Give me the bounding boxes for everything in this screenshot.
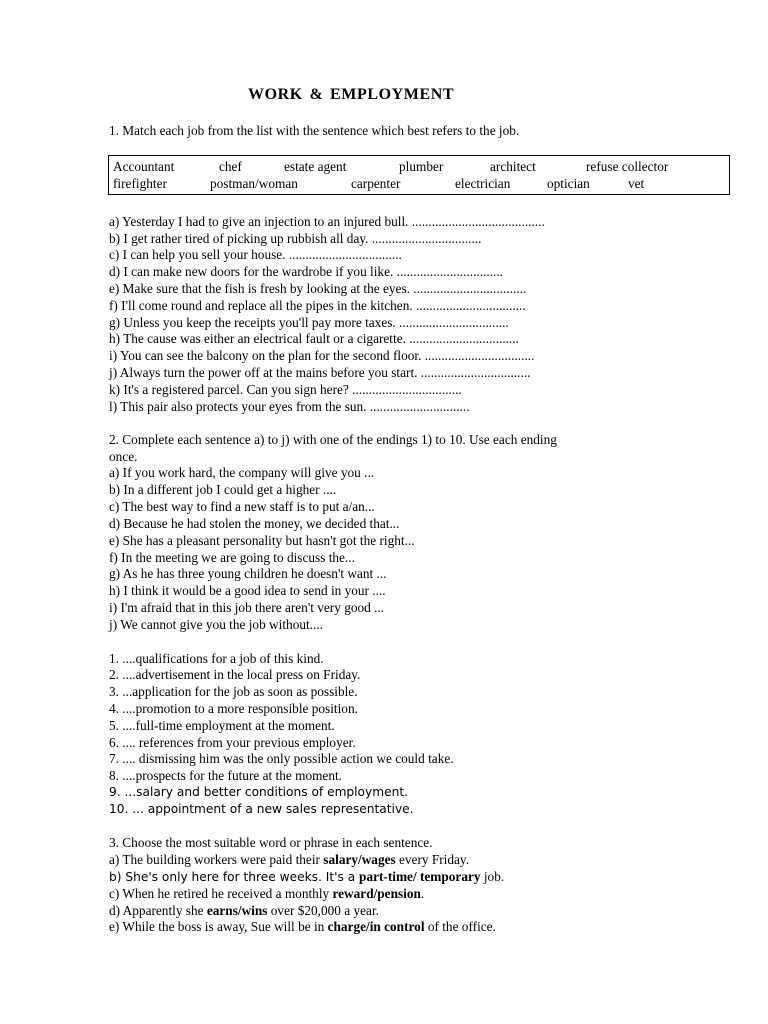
job-word: electrician (455, 176, 511, 191)
section1-instruction: 1. Match each job from the list with the sentence which best refers to the job. (109, 123, 520, 138)
choice-options: earns/wins (206, 903, 268, 918)
sentence-start: h) I think it would be a good idea to send in your .... (109, 583, 386, 598)
match-sentence: g) Unless you keep the receipts you'll pay more taxes. ................................. (109, 315, 509, 330)
choice-text: a) The building workers were paid their (109, 852, 324, 867)
choice-options: reward/pension (332, 886, 421, 901)
sentence-ending: 9. ...salary and better conditions of employment. (109, 785, 408, 799)
choice-text: b) She's only here for three weeks. It's a (109, 870, 360, 884)
match-sentence: j) Always turn the power off at the mains before you start. ................................. (109, 365, 531, 380)
choice-options: salary/wages (323, 852, 396, 867)
sentence-start: e) She has a pleasant personality but hasn't got the right... (109, 533, 415, 548)
choice-text: over $20,000 a year. (267, 903, 379, 918)
sentence-ending: 8. ....prospects for the future at the moment. (109, 768, 343, 783)
section2-instruction-cont: once. (109, 449, 138, 464)
job-list-box (108, 155, 730, 195)
job-word: plumber (399, 159, 444, 174)
job-word: Accountant (113, 159, 175, 174)
match-sentence: d) I can make new doors for the wardrobe if you like. ................................ (109, 264, 504, 279)
sentence-ending: 10. ... appointment of a new sales representative. (109, 802, 414, 816)
choice-sentence (109, 918, 496, 935)
choice-text: d) Apparently she (109, 903, 207, 918)
sentence-ending: 4. ....promotion to a more responsible position. (109, 701, 358, 716)
choice-options: charge/in control (327, 919, 425, 934)
sentence-ending: 6. .... references from your previous employer. (109, 735, 356, 750)
sentence-ending: 7. .... dismissing him was the only possible action we could take. (109, 751, 454, 766)
job-word: carpenter (351, 176, 401, 191)
job-word: vet (628, 176, 645, 191)
match-sentence: l) This pair also protects your eyes from the sun. .............................. (109, 399, 470, 414)
choice-text: every Friday. (395, 852, 470, 867)
choice-text: job. (480, 869, 505, 884)
match-sentence: i) You can see the balcony on the plan for the second floor. ................................. (109, 348, 535, 363)
sentence-start: g) As he has three young children he doesn't want ... (109, 566, 387, 581)
job-word: chef (219, 159, 242, 174)
sentence-ending: 3. ...application for the job as soon as possible. (109, 684, 358, 699)
section2-instruction: 2. Complete each sentence a) to j) with one of the endings 1) to 10. Use each ending (109, 432, 557, 447)
section3-instruction: 3. Choose the most suitable word or phrase in each sentence. (109, 835, 433, 850)
page-title: WORK & EMPLOYMENT (248, 86, 455, 103)
job-word: architect (490, 159, 536, 174)
match-sentence: c) I can help you sell your house. .................................. (109, 247, 402, 262)
choice-sentence (109, 885, 424, 902)
choice-text: c) When he retired he received a monthly (109, 886, 333, 901)
choice-sentence (109, 868, 504, 886)
sentence-start: c) The best way to find a new staff is to put a/an... (109, 499, 375, 514)
job-word: postman/woman (210, 176, 298, 191)
choice-sentence (109, 851, 469, 868)
choice-text: of the office. (424, 919, 496, 934)
match-sentence: b) I get rather tired of picking up rubbish all day. ................................. (109, 231, 482, 246)
sentence-start: j) We cannot give you the job without.... (109, 617, 323, 632)
sentence-start: b) In a different job I could get a higher .... (109, 482, 337, 497)
sentence-start: a) If you work hard, the company will give you ... (109, 465, 375, 480)
job-word: firefighter (113, 176, 167, 191)
sentence-ending: 5. ....full-time employment at the moment. (109, 718, 335, 733)
sentence-start: f) In the meeting we are going to discuss the... (109, 550, 355, 565)
match-sentence: k) It's a registered parcel. Can you sign here? ................................. (109, 382, 462, 397)
choice-text: e) While the boss is away, Sue will be in (109, 919, 328, 934)
match-sentence: a) Yesterday I had to give an injection to an injured bull. ........................................ (109, 214, 545, 229)
job-word: refuse collector (586, 159, 669, 174)
choice-sentence (109, 902, 379, 919)
match-sentence: h) The cause was either an electrical fault or a cigarette. ................................. (109, 331, 519, 346)
match-sentence: f) I'll come round and replace all the pipes in the kitchen. ................................. (109, 298, 526, 313)
sentence-ending: 1. ....qualifications for a job of this kind. (109, 651, 324, 666)
job-word: optician (547, 176, 590, 191)
sentence-start: i) I'm afraid that in this job there aren't very good ... (109, 600, 385, 615)
choice-text: . (420, 886, 425, 901)
match-sentence: e) Make sure that the fish is fresh by looking at the eyes. .................................. (109, 281, 527, 296)
sentence-start: d) Because he had stolen the money, we decided that... (109, 516, 400, 531)
sentence-ending: 2. ....advertisement in the local press on Friday. (109, 667, 361, 682)
job-word: estate agent (284, 159, 347, 174)
choice-options: part-time/ temporary (359, 869, 481, 884)
